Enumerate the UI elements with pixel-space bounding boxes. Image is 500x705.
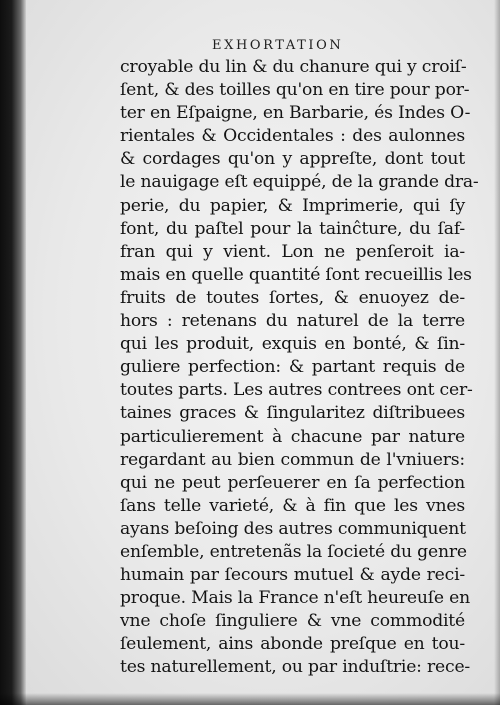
text-line: ter en Eſpaigne, en Barbarie, és Indes O- xyxy=(120,103,471,124)
text-line: tes naturellement, ou par induſtrie: rece- xyxy=(120,657,471,678)
text-line: le nauigage eſt equippé, de la grande dra- xyxy=(120,172,479,193)
text-line: & cordages qu'on y appreſte, dont tout xyxy=(120,149,465,170)
text-line: ſeulement, ains abonde preſque en tou- xyxy=(120,634,465,655)
text-line: ayans beſoing des autres communiquent xyxy=(120,518,466,539)
text-line: fran qui y vient. Lon ne penſeroit ia- xyxy=(120,241,465,262)
page-edge-shadow xyxy=(494,0,500,705)
text-line: vne choſe ſinguliere & vne commodité xyxy=(120,611,465,632)
text-line: qui les produit, exquis en bonté, & ſin- xyxy=(120,334,465,355)
running-header: EXHORTATION xyxy=(212,38,344,53)
text-line: taines graces & ſingularitez diſtribuees xyxy=(120,403,465,424)
binding-shadow xyxy=(0,0,26,705)
text-line: perie, du papier, & Imprimerie, qui ſy xyxy=(120,195,465,216)
text-line: regardant au bien commun de l'vniuers: xyxy=(120,449,465,470)
text-line: enſemble, entretenãs la ſocieté du genre xyxy=(120,541,467,562)
text-line: hors : retenans du naturel de la terre xyxy=(120,311,465,332)
text-line: croyable du lin & du chanure qui y croiſ- xyxy=(120,57,467,77)
bottom-edge-shadow xyxy=(0,693,500,705)
text-line: qui ne peut perſeuerer en ſa perfection xyxy=(120,472,465,493)
text-line: mais en quelle quantité ſont recueillis les xyxy=(120,264,472,285)
text-line: rientales & Occidentales : des aulonnes xyxy=(120,126,465,147)
text-line: fruits de toutes ſortes, & enuoyez de- xyxy=(120,287,465,308)
text-line: particulierement à chacune par nature xyxy=(120,426,465,447)
text-line: ſans telle varieté, & à fin que les vnes xyxy=(120,495,465,516)
text-line: font, du paſtel pour la tainĉture, du ſaf- xyxy=(120,218,465,239)
text-line: humain par ſecours mutuel & ayde reci- xyxy=(120,565,465,586)
text-line: proque. Mais la France n'eſt heureuſe en xyxy=(120,588,470,609)
text-line: guliere perfection: & partant requis de xyxy=(120,357,465,378)
text-line: ſent, & des toilles qu'on en tire pour por- xyxy=(120,80,470,101)
text-line: toutes parts. Les autres contrees ont cer- xyxy=(120,380,473,401)
body-text xyxy=(120,56,479,680)
